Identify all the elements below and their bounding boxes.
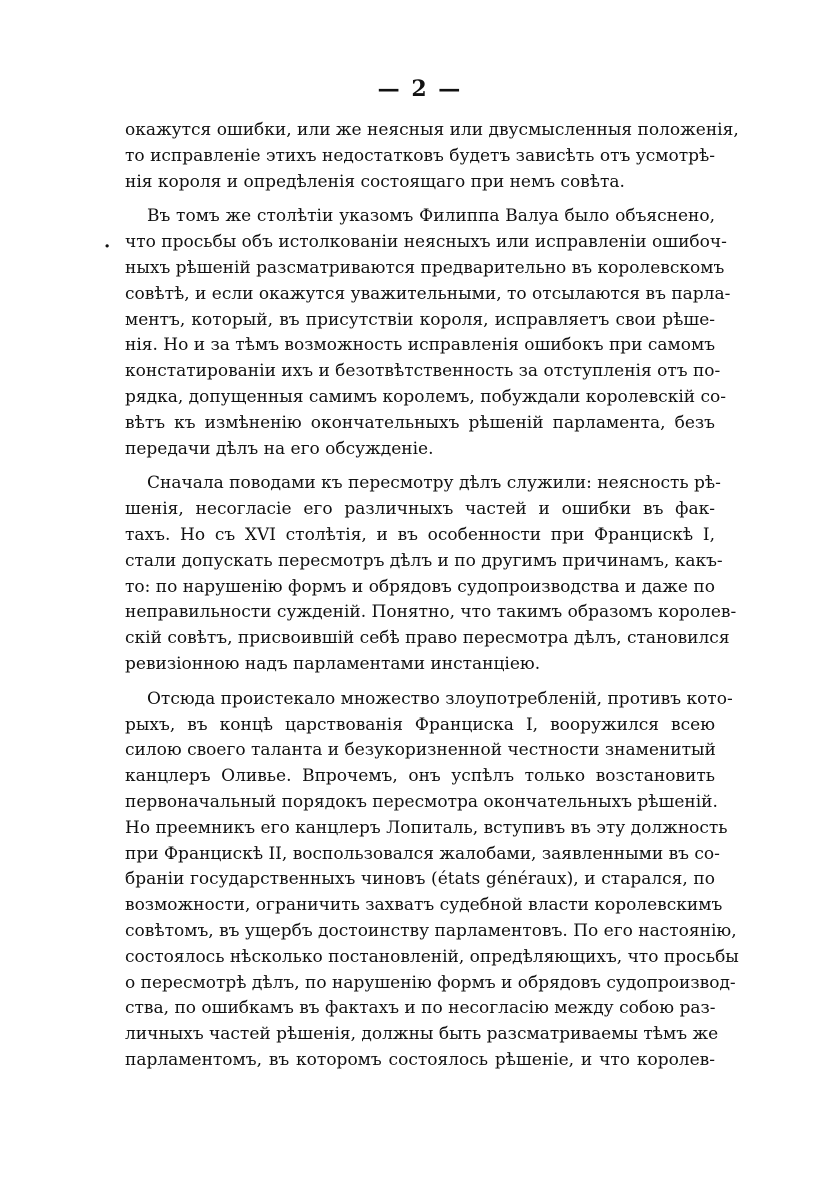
paragraph-gap [125, 462, 715, 471]
margin-mark: · [104, 236, 111, 257]
text-line: ныхъ рѣшеній разсматриваются предварительно въ королевскомъ [125, 257, 725, 278]
text-line: силою своего таланта и безукоризненной честности знаменитый [125, 740, 716, 761]
text-line: первоначальный порядокъ пересмотра окончательныхъ рѣшеній. [125, 791, 718, 812]
text-line: возможности, ограничить захватъ судебной власти королевскимъ [125, 895, 723, 916]
text-line: то исправленіе этихъ недостатковъ будетъ зависѣть отъ усмотрѣ- [125, 145, 715, 166]
text-line: неправильности сужденій. Понятно, что такимъ образомъ королев- [125, 602, 737, 623]
text-line: тахъ. Но съ XVI столѣтія, и въ особенности при Францискѣ I, [125, 524, 715, 545]
text-line: Въ томъ же столѣтіи указомъ Филиппа Валуа было объяснено, [147, 206, 715, 227]
text-line: канцлеръ Оливье. Впрочемъ, онъ успѣлъ только возстановить [125, 766, 715, 787]
text-line: Но преемникъ его канцлеръ Лопиталь, вступивъ въ эту должность [125, 817, 728, 838]
text-line: констатированіи ихъ и безотвѣтственность за отступленія отъ по- [125, 361, 721, 382]
text-line: ства, по ошибкамъ въ фактахъ и по несогласію между собою раз- [125, 998, 716, 1019]
paragraph [125, 204, 731, 462]
text-line: состоялось нѣсколько постановленій, опредѣляющихъ, что просьбы [125, 946, 739, 967]
text-line: совѣтѣ, и если окажутся уважительными, то отсылаются въ парла- [125, 283, 731, 304]
text-line: нія. Но и за тѣмъ возможность исправленія ошибокъ при самомъ [125, 335, 716, 356]
page-number: — 2 — [377, 76, 463, 102]
text-line: браніи государственныхъ чиновъ (états généraux), и старался, по [125, 869, 715, 890]
text-line: нія короля и опредѣленія состоящаго при немъ совѣта. [125, 171, 625, 192]
text-line: что просьбы объ истолкованіи неясныхъ или исправленіи ошибоч- [125, 232, 727, 253]
paragraph [125, 471, 737, 677]
text-line: скій совѣтъ, присвоившій себѣ право пересмотра дѣлъ, становился [125, 628, 730, 649]
text-line: личныхъ частей рѣшенія, должны быть разсматриваемы тѣмъ же [125, 1024, 719, 1045]
text-line: ментъ, который, въ присутствіи короля, исправляетъ свои рѣше- [125, 309, 715, 330]
text-line: стали допускать пересмотръ дѣлъ и по другимъ причинамъ, какъ- [125, 550, 723, 571]
text-line: парламентомъ, въ которомъ состоялось рѣшеніе, и что королев- [125, 1049, 715, 1070]
paragraph [125, 687, 739, 1074]
text-line: окажутся ошибки, или же неясныя или двусмысленныя положенія, [125, 120, 739, 140]
paragraph-gap [125, 195, 715, 204]
text-line: о пересмотрѣ дѣлъ, по нарушенію формъ и обрядовъ судопроизвод- [125, 972, 736, 993]
text-line: рядка, допущенныя самимъ королемъ, побуждали королевскій со- [125, 386, 727, 407]
body-text [125, 118, 739, 1074]
text-line: совѣтомъ, въ ущербъ достоинству парламентовъ. По его настоянію, [125, 920, 737, 941]
text-line: шенія, несогласіе его различныхъ частей и ошибки въ фак- [125, 499, 715, 520]
text-line: при Францискѣ II, воспользовался жалобами, заявленными въ со- [125, 843, 720, 864]
text-line: Отсюда проистекало множество злоупотребленій, противъ кото- [147, 688, 733, 709]
text-line: ревизіонною надъ парламентами инстанціею. [125, 653, 541, 674]
paragraph [125, 118, 739, 195]
text-line: рыхъ, въ концѣ царствованія Франциска I, вооружился всею [125, 714, 715, 735]
paragraph-gap [125, 678, 715, 687]
text-line: Сначала поводами къ пересмотру дѣлъ служили: неясность рѣ- [147, 473, 721, 494]
text-line: то: по нарушенію формъ и обрядовъ судопроизводства и даже по [125, 576, 715, 597]
text-line: передачи дѣлъ на его обсужденіе. [125, 438, 434, 459]
text-line: вѣтъ къ измѣненію окончательныхъ рѣшеній парламента, безъ [125, 412, 715, 433]
